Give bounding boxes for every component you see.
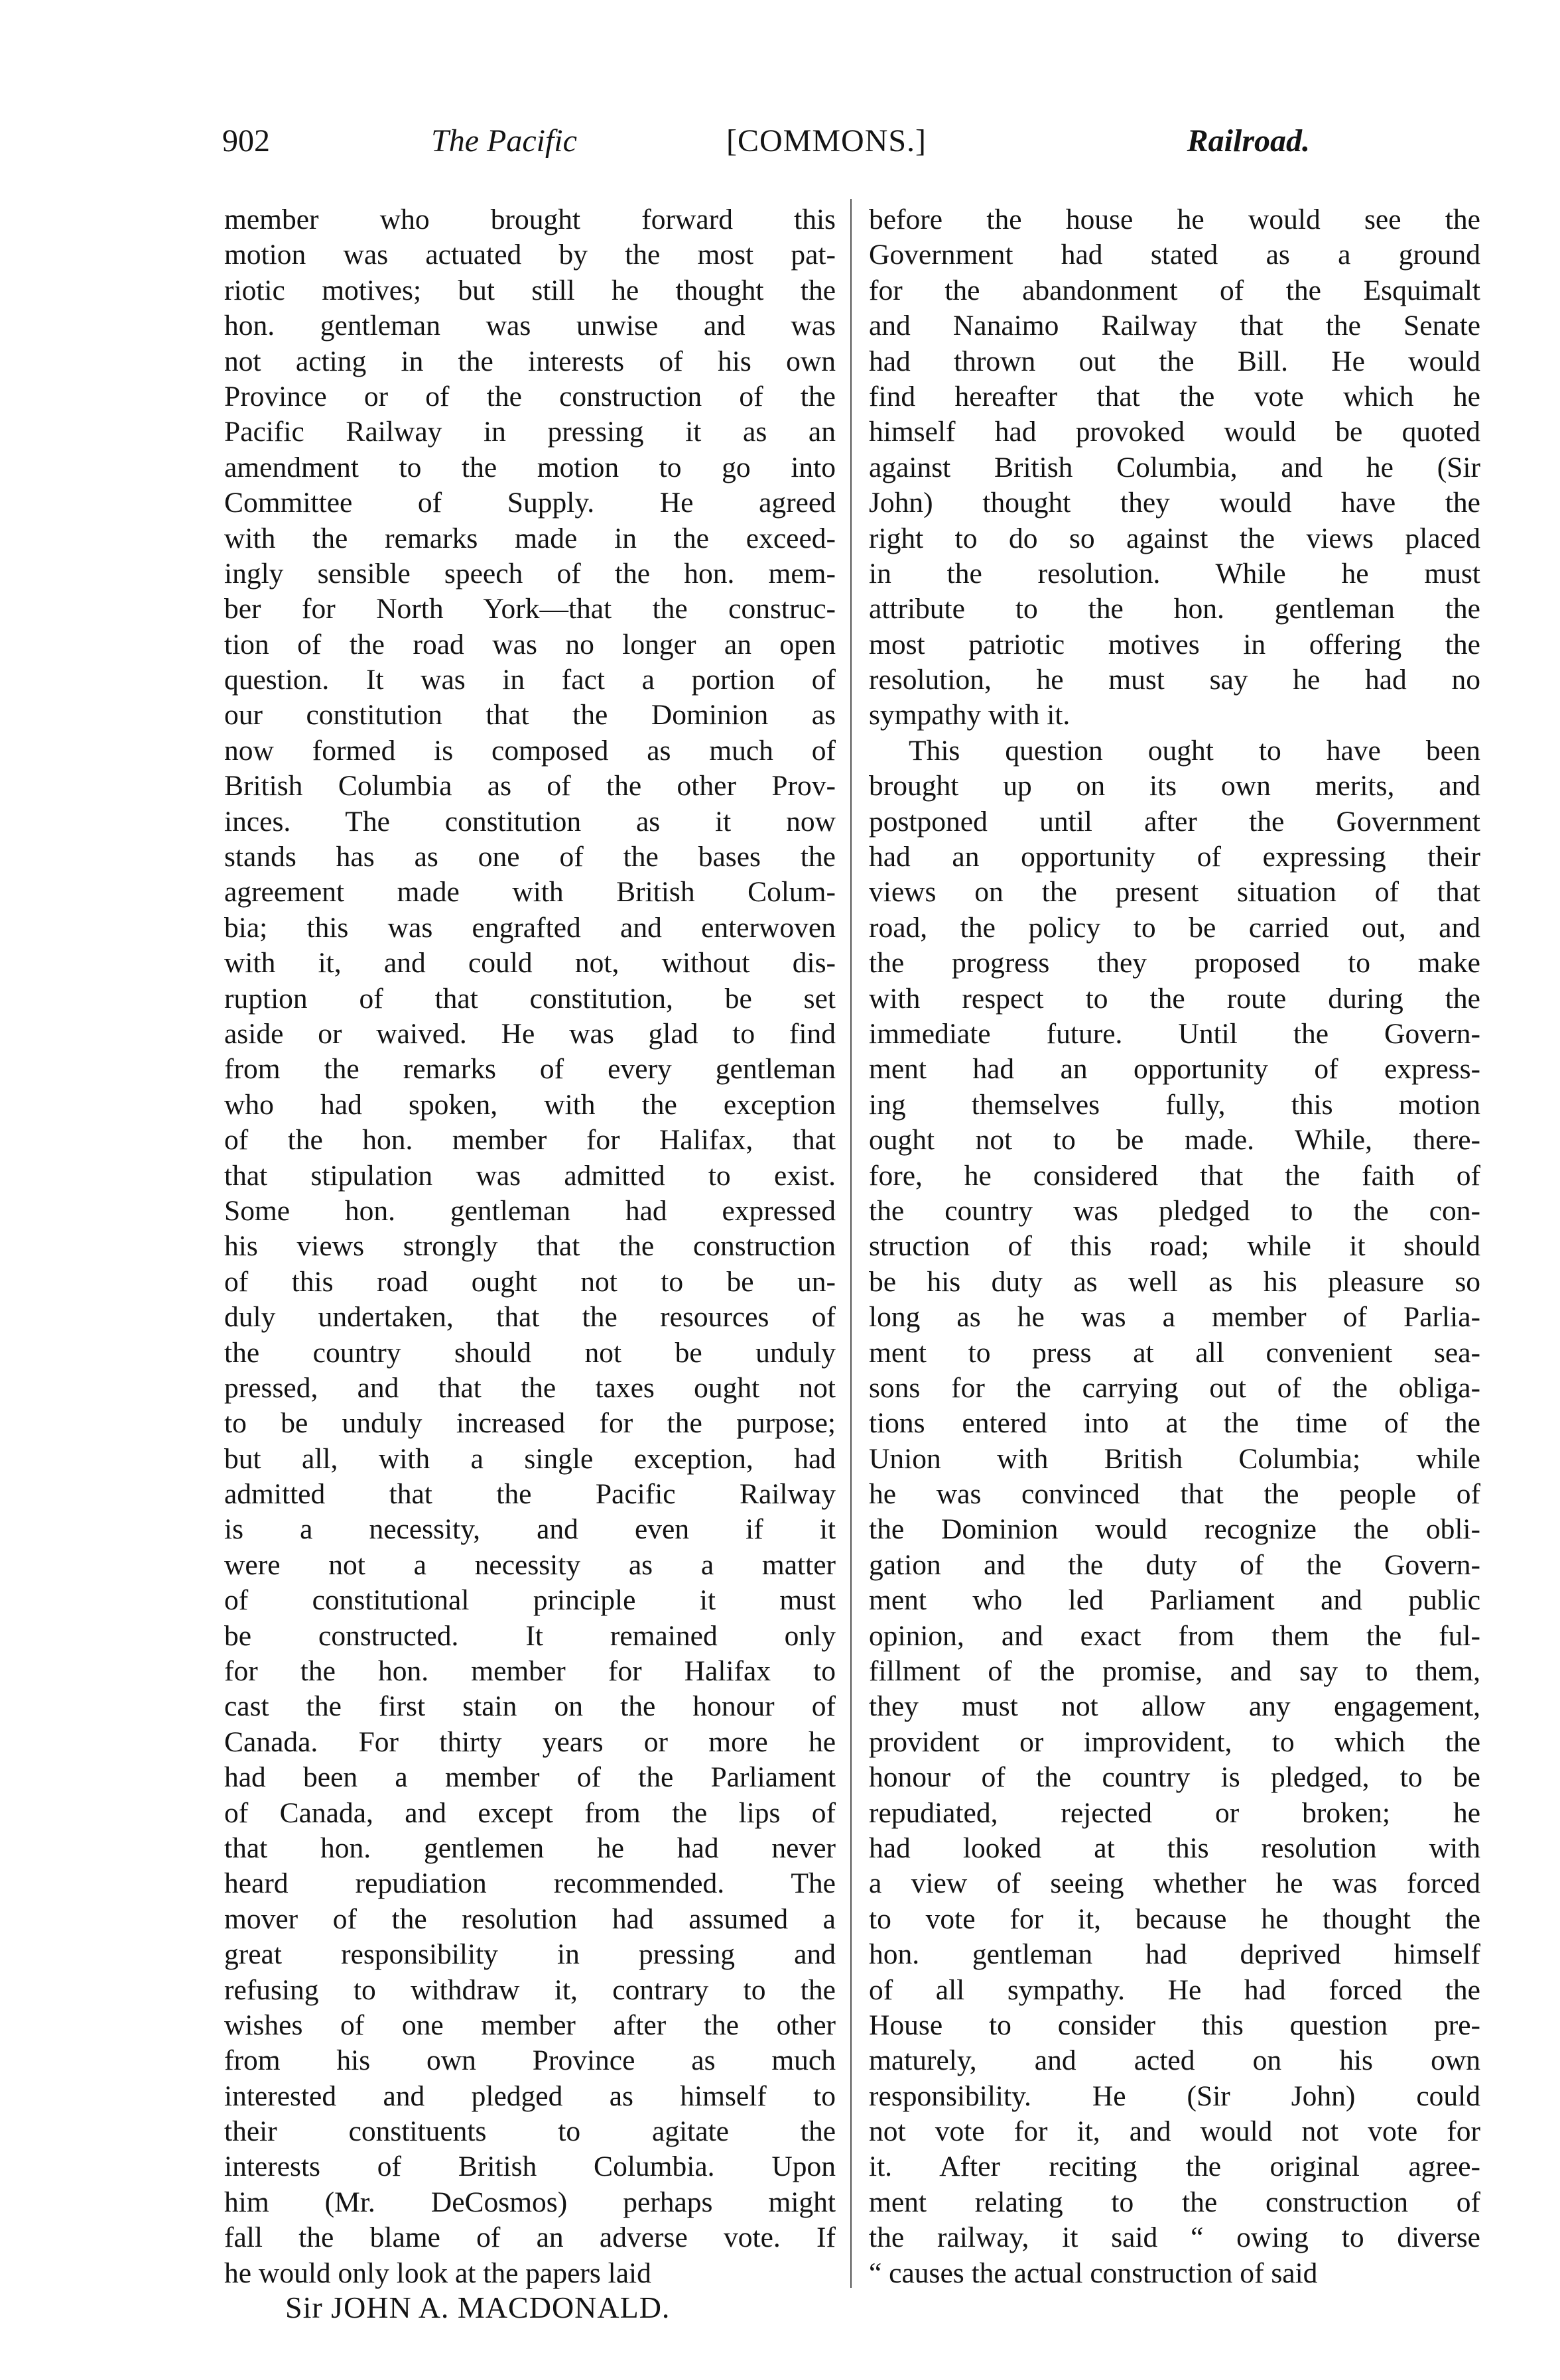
text-line: were not a necessity as a matter [224, 1548, 836, 1581]
text-line: not vote for it, and would not vote for [869, 2115, 1480, 2148]
text-line: ought not to be made. While, there- [869, 1124, 1480, 1157]
text-line: bia; this was engrafted and enterwoven [224, 911, 836, 944]
text-line: fillment of the promise, and say to them, [869, 1655, 1480, 1688]
text-line: that hon. gentlemen he had never [224, 1832, 836, 1864]
text-line: hon. gentleman was unwise and was [224, 310, 836, 342]
text-line: “ causes the actual construction of said [869, 2257, 1318, 2289]
text-line: be constructed. It remained only [224, 1619, 836, 1652]
text-line: sons for the carrying out of the obliga- [869, 1371, 1480, 1404]
text-line: provident or improvident, to which the [869, 1725, 1480, 1758]
text-line: of all sympathy. He had forced the [869, 1973, 1480, 2006]
text-line: they must not allow any engagement, [869, 1690, 1480, 1723]
speaker-footer: Sir JOHN A. MACDONALD. [285, 2290, 671, 2324]
text-line: for the abandonment of the Esquimalt [869, 274, 1480, 306]
text-line: repudiated, rejected or broken; he [869, 1796, 1480, 1829]
text-line: with it, and could not, without dis- [224, 947, 836, 979]
text-line: ber for North York—that the construc- [224, 593, 836, 625]
right-column [869, 202, 1480, 2291]
text-line: most patriotic motives in offering the [869, 628, 1480, 660]
text-line: fall the blame of an adverse vote. If [224, 2222, 836, 2254]
text-line: to be unduly increased for the purpose; [224, 1407, 836, 1440]
text-line: aside or waived. He was glad to find [224, 1017, 836, 1050]
text-line: attribute to the hon. gentleman the [869, 593, 1480, 625]
text-line: riotic motives; but still he thought the [224, 274, 836, 306]
text-line: ment who led Parliament and public [869, 1584, 1480, 1617]
text-line: interested and pledged as himself to [224, 2080, 836, 2112]
text-line: ment had an opportunity of express- [869, 1053, 1480, 1086]
text-line: Committee of Supply. He agreed [224, 487, 836, 519]
text-line: immediate future. Until the Govern- [869, 1017, 1480, 1050]
text-line: ment to press at all convenient sea- [869, 1336, 1480, 1369]
text-line: gation and the duty of the Govern- [869, 1548, 1480, 1581]
text-line: This question ought to have been [909, 734, 1480, 767]
text-line: maturely, and acted on his own [869, 2044, 1480, 2077]
text-line: had been a member of the Parliament [224, 1761, 836, 1794]
text-line: who had spoken, with the exception [224, 1088, 836, 1121]
text-line: member who brought forward this [224, 204, 836, 235]
text-line: the country should not be unduly [224, 1336, 836, 1369]
text-line: before the house he would see the [869, 204, 1480, 235]
text-line: a view of seeing whether he was forced [869, 1867, 1480, 1900]
page-number: 902 [222, 123, 270, 158]
left-column [224, 202, 836, 2291]
text-line: against British Columbia, and he (Sir [869, 451, 1480, 483]
text-line: heard repudiation recommended. The [224, 1867, 836, 1900]
text-line: brought up on its own merits, and [869, 770, 1480, 802]
text-line: it. After reciting the original agree- [869, 2151, 1480, 2183]
text-line: our constitution that the Dominion as [224, 699, 836, 731]
text-line: himself had provoked would be quoted [869, 416, 1480, 448]
text-line: great responsibility in pressing and [224, 1938, 836, 1971]
running-header [222, 123, 1310, 169]
text-line: inces. The constitution as it now [224, 805, 836, 838]
text-line: now formed is composed as much of [224, 734, 836, 767]
text-line: with respect to the route during the [869, 982, 1480, 1015]
text-line: Government had stated as a ground [869, 239, 1480, 271]
text-line: Province or of the construction of the [224, 380, 836, 412]
text-line: for the hon. member for Halifax to [224, 1655, 836, 1688]
text-line: hon. gentleman had deprived himself [869, 1938, 1480, 1971]
text-line: cast the first stain on the honour of [224, 1690, 836, 1723]
text-line: find hereafter that the vote which he [869, 380, 1480, 412]
text-line: of this road ought not to be un- [224, 1265, 836, 1298]
text-line: refusing to withdraw it, contrary to the [224, 1973, 836, 2006]
text-line: of constitutional principle it must [224, 1584, 836, 1617]
text-line: struction of this road; while it should [869, 1230, 1480, 1263]
text-line: ruption of that constitution, be set [224, 982, 836, 1015]
text-line: Pacific Railway in pressing it as an [224, 416, 836, 448]
text-line: wishes of one member after the other [224, 2009, 836, 2041]
text-line: pressed, and that the taxes ought not [224, 1371, 836, 1404]
text-line: agreement made with British Colum- [224, 876, 836, 908]
text-line: from the remarks of every gentleman [224, 1053, 836, 1086]
text-line: of the hon. member for Halifax, that [224, 1124, 836, 1157]
text-line: Union with British Columbia; while [869, 1442, 1480, 1475]
text-line: responsibility. He (Sir John) could [869, 2080, 1480, 2112]
text-line: fore, he considered that the faith of [869, 1159, 1480, 1192]
header-center: [COMMONS.] [726, 123, 927, 158]
text-line: be his duty as well as his pleasure so [869, 1265, 1480, 1298]
text-line: had an opportunity of expressing their [869, 841, 1480, 873]
text-line: Some hon. gentleman had expressed [224, 1194, 836, 1227]
text-line: Canada. For thirty years or more he [224, 1725, 836, 1758]
header-left-title: The Pacific [431, 123, 577, 158]
text-line: their constituents to agitate the [224, 2115, 836, 2148]
text-line: postponed until after the Government [869, 805, 1480, 838]
text-line: of Canada, and except from the lips of [224, 1796, 836, 1829]
text-line: sympathy with it. [869, 699, 1071, 731]
text-line: tion of the road was no longer an open [224, 628, 836, 660]
text-line: duly undertaken, that the resources of [224, 1301, 836, 1334]
text-line: mover of the resolution had assumed a [224, 1903, 836, 1935]
text-line: the railway, it said “ owing to diverse [869, 2222, 1480, 2254]
text-line: ing themselves fully, this motion [869, 1088, 1480, 1121]
column-divider [850, 199, 852, 2288]
text-line: and Nanaimo Railway that the Senate [869, 310, 1480, 342]
text-line: honour of the country is pledged, to be [869, 1761, 1480, 1794]
text-line: long as he was a member of Parlia- [869, 1301, 1480, 1334]
text-line: admitted that the Pacific Railway [224, 1478, 836, 1511]
text-line: not acting in the interests of his own [224, 345, 836, 377]
text-line: question. It was in fact a portion of [224, 664, 836, 696]
text-line: he was convinced that the people of [869, 1478, 1480, 1511]
text-line: to vote for it, because he thought the [869, 1903, 1480, 1935]
text-line: had thrown out the Bill. He would [869, 345, 1480, 377]
text-line: his views strongly that the construction [224, 1230, 836, 1263]
text-line: stands has as one of the bases the [224, 841, 836, 873]
text-line: him (Mr. DeCosmos) perhaps might [224, 2186, 836, 2218]
text-line: ment relating to the construction of [869, 2186, 1480, 2218]
text-line: the progress they proposed to make [869, 947, 1480, 979]
text-line: road, the policy to be carried out, and [869, 911, 1480, 944]
text-line: but all, with a single exception, had [224, 1442, 836, 1475]
text-line: John) thought they would have the [869, 487, 1480, 519]
text-line: that stipulation was admitted to exist. [224, 1159, 836, 1192]
text-line: British Columbia as of the other Prov- [224, 770, 836, 802]
text-line: opinion, and exact from them the ful- [869, 1619, 1480, 1652]
header-right-title: Railroad. [1187, 123, 1310, 158]
text-line: he would only look at the papers laid [224, 2257, 651, 2289]
text-line: tions entered into at the time of the [869, 1407, 1480, 1440]
text-line: had looked at this resolution with [869, 1832, 1480, 1864]
text-line: is a necessity, and even if it [224, 1513, 836, 1546]
text-line: interests of British Columbia. Upon [224, 2151, 836, 2183]
text-line: ingly sensible speech of the hon. mem- [224, 557, 836, 590]
text-line: in the resolution. While he must [869, 557, 1480, 590]
text-line: from his own Province as much [224, 2044, 836, 2077]
text-line: resolution, he must say he had no [869, 664, 1480, 696]
text-line: the country was pledged to the con- [869, 1194, 1480, 1227]
text-line: the Dominion would recognize the obli- [869, 1513, 1480, 1546]
text-line: with the remarks made in the exceed- [224, 522, 836, 554]
text-line: amendment to the motion to go into [224, 451, 836, 483]
text-line: views on the present situation of that [869, 876, 1480, 908]
text-line: right to do so against the views placed [869, 522, 1480, 554]
text-line: motion was actuated by the most pat- [224, 239, 836, 271]
text-line: House to consider this question pre- [869, 2009, 1480, 2041]
